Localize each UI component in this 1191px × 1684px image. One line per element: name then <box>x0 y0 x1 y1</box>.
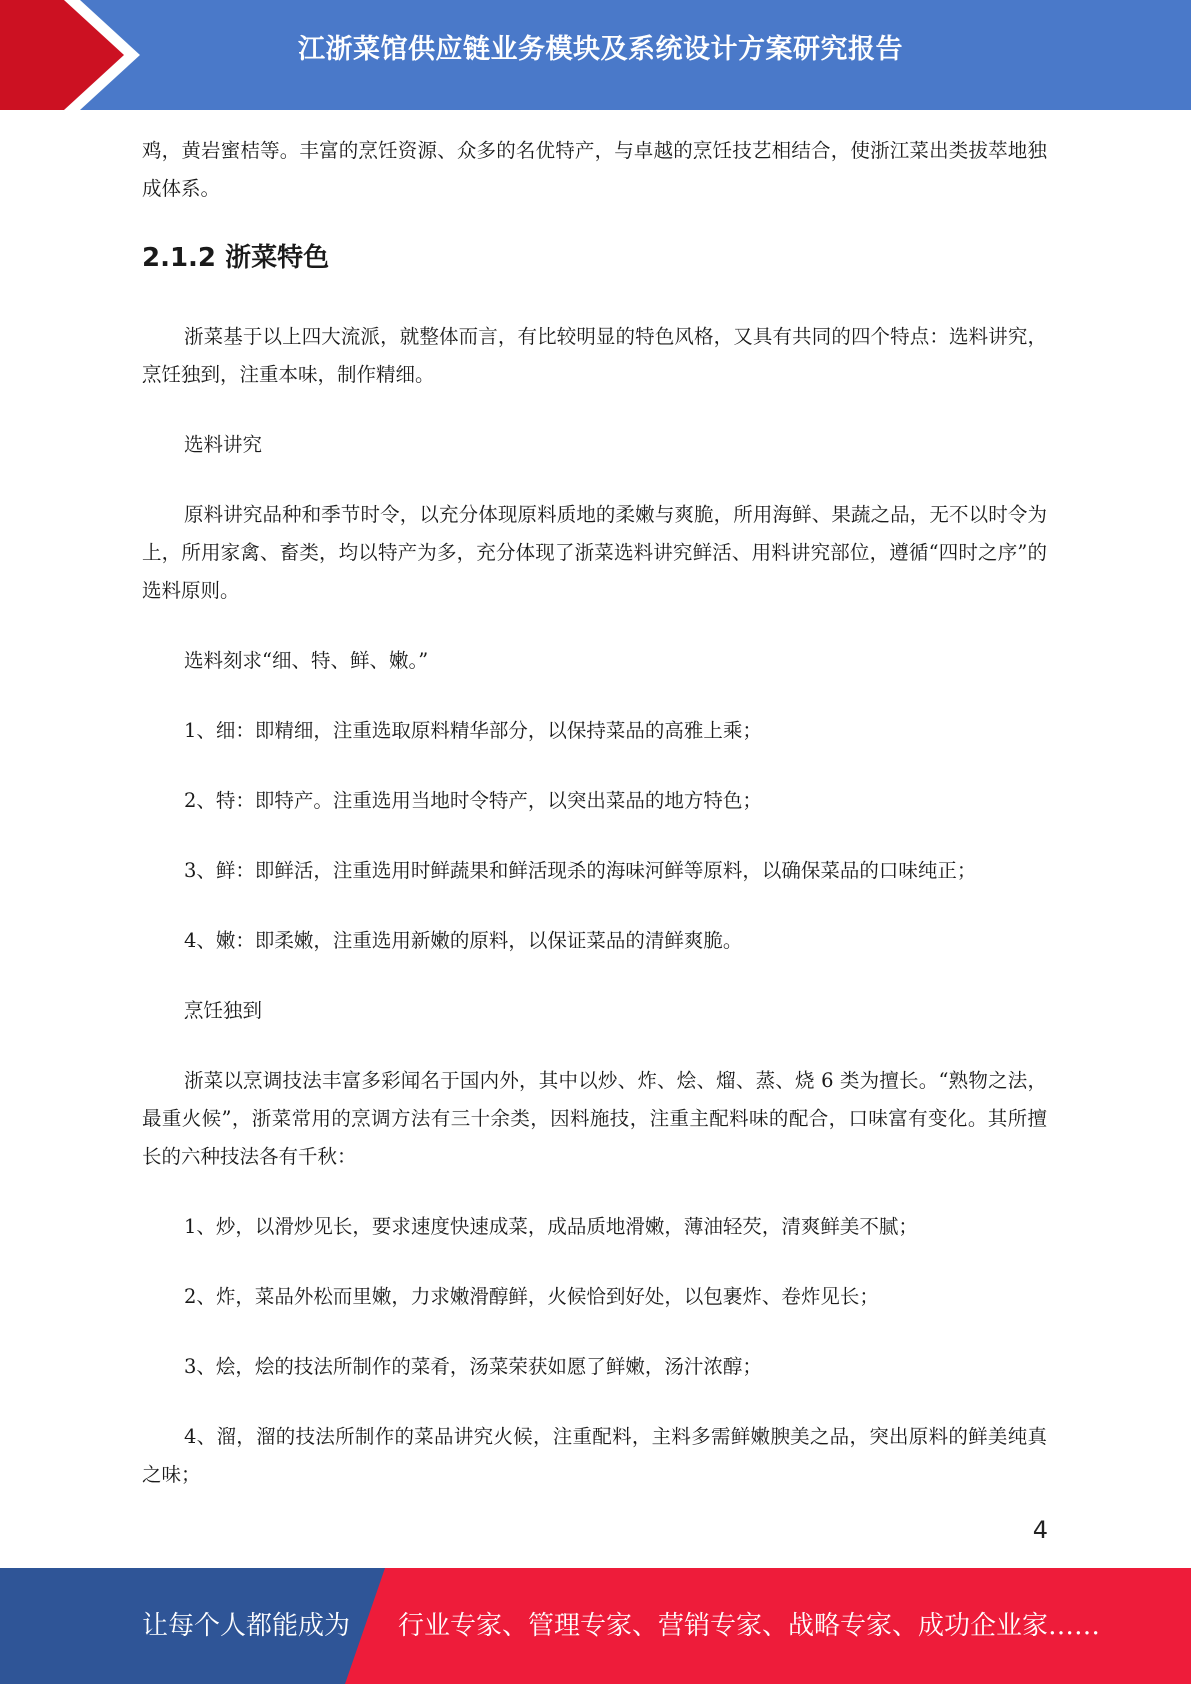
page-number: 4 <box>1032 1516 1048 1544</box>
subheading-selection: 选料讲究 <box>184 433 263 456</box>
subheading-cooking: 烹饪独到 <box>184 999 263 1022</box>
list-item: 2、特：即特产。注重选用当地时令特产，以突出菜品的地方特色； <box>184 789 762 812</box>
footer-slogan-right: 行业专家、管理专家、营销专家、战略专家、成功企业家…… <box>398 1611 1101 1641</box>
section-heading: 2.1.2 浙菜特色 <box>142 243 330 273</box>
page-header <box>0 0 1191 110</box>
list-item: 3、烩，烩的技法所制作的菜肴，汤菜荣获如愿了鲜嫩，汤汁浓醇； <box>184 1355 762 1378</box>
document-title: 江浙菜馆供应链业务模块及系统设计方案研究报告 <box>298 34 903 65</box>
list-item: 1、炒，以滑炒见长，要求速度快速成菜，成品质地滑嫩，薄油轻芡，清爽鲜美不腻； <box>184 1215 918 1238</box>
paragraph: 选料刻求“细、特、鲜、嫩。” <box>184 649 429 672</box>
list-item: 4、嫩：即柔嫩，注重选用新嫩的原料，以保证菜品的清鲜爽脆。 <box>184 929 743 952</box>
list-item: 3、鲜：即鲜活，注重选用时鲜蔬果和鲜活现杀的海味河鲜等原料，以确保菜品的口味纯正； <box>184 859 977 882</box>
paragraph: 原料讲究品种和季节时令，以充分体现原料质地的柔嫩与爽脆，所用海鲜、果蔬之品，无不以时令为上，所用家禽、畜类，均以特产为多，充分体现了浙菜选料讲究鲜活、用料讲究部位，遵循“四时之序”的选料原则。 <box>142 503 1047 602</box>
list-item: 4、溜，溜的技法所制作的菜品讲究火候，注重配料，主料多需鲜嫩腴美之品，突出原料的鲜美纯真之味； <box>142 1425 1047 1486</box>
paragraph: 浙菜以烹调技法丰富多彩闻名于国内外，其中以炒、炸、烩、熘、蒸、烧 6 类为擅长。“熟物之法，最重火候”，浙菜常用的烹调方法有三十余类，因料施技，注重主配料味的配合，口味富有变化。其所擅长的六种技法各有千秋： <box>142 1069 1047 1168</box>
list-item: 2、炸，菜品外松而里嫩，力求嫩滑醇鲜，火候恰到好处，以包裹炸、卷炸见长； <box>184 1285 879 1308</box>
list-item: 1、细：即精细，注重选取原料精华部分，以保持菜品的高雅上乘； <box>184 719 762 742</box>
footer-slogan-left: 让每个人都能成为 <box>142 1611 351 1641</box>
document-body <box>142 132 1047 1526</box>
paragraph: 浙菜基于以上四大流派，就整体而言，有比较明显的特色风格，又具有共同的四个特点：选料讲究，烹饪独到，注重本味，制作精细。 <box>142 325 1047 386</box>
paragraph-continuation: 鸡，黄岩蜜桔等。丰富的烹饪资源、众多的名优特产，与卓越的烹饪技艺相结合，使浙江菜出类拔萃地独成体系。 <box>142 139 1047 200</box>
page-footer <box>0 1568 1191 1684</box>
